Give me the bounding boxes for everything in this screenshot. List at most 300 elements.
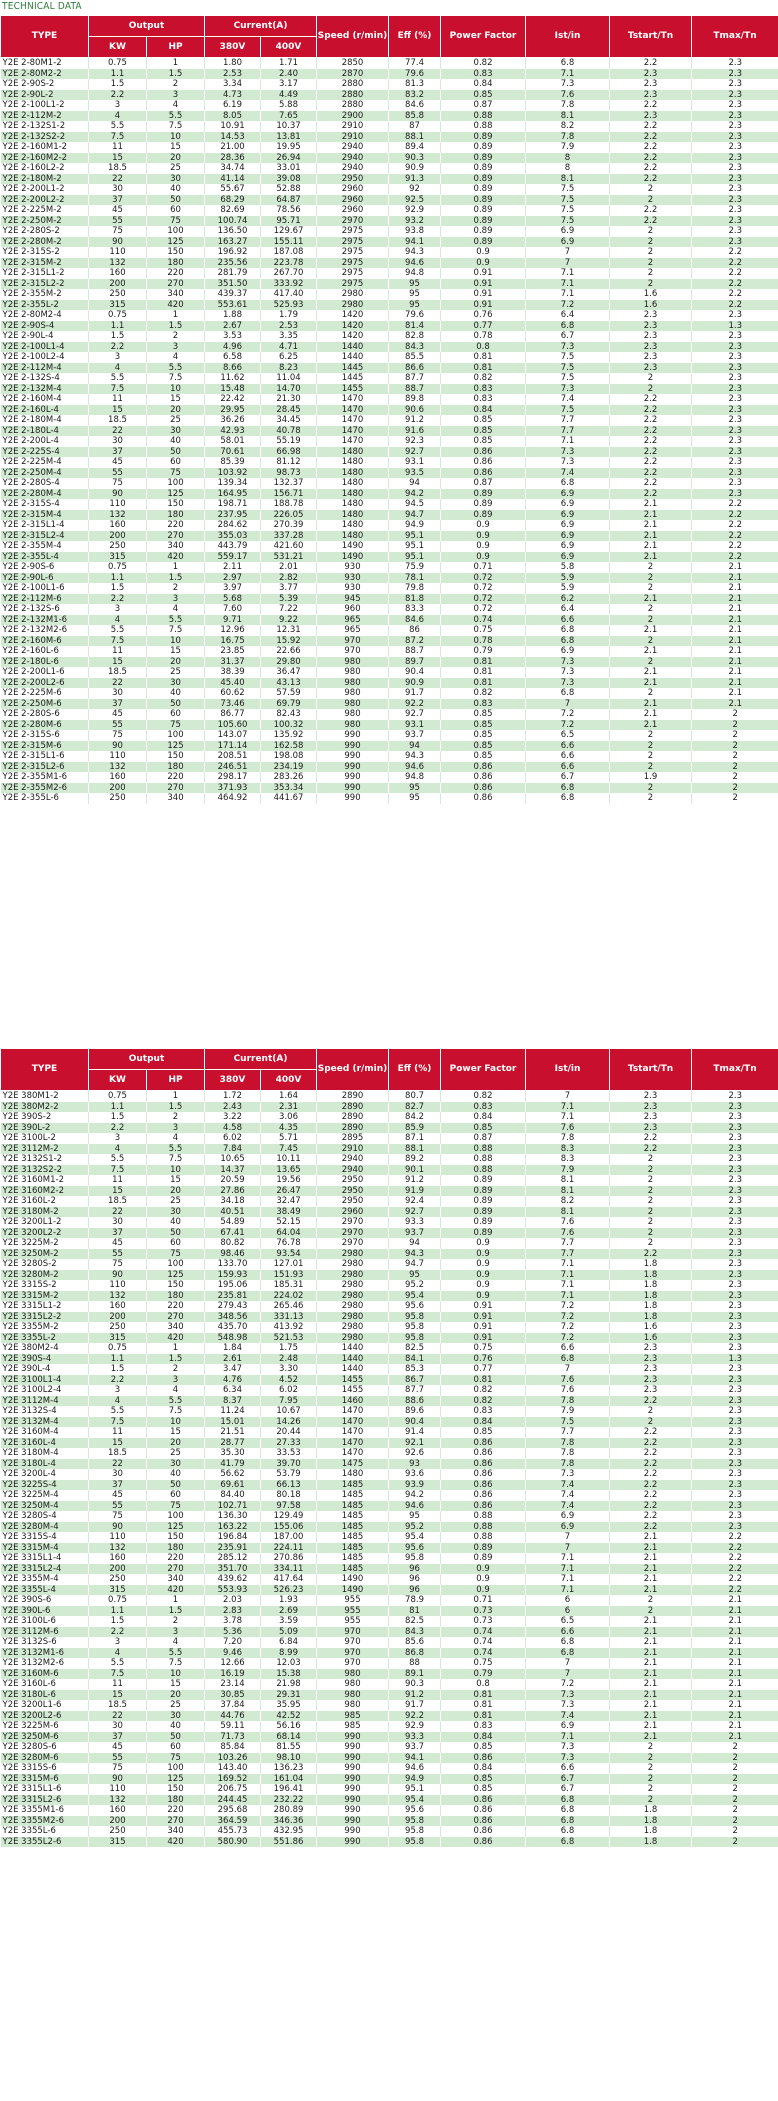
table-row [1, 447, 778, 458]
cell-kw: 37 [89, 195, 147, 206]
cell-current-380v: 28.36 [205, 153, 261, 164]
cell-type: Y2E 3160M-4 [1, 1427, 89, 1438]
cell-current-380v: 159.93 [205, 1270, 261, 1281]
cell-hp: 420 [147, 1585, 205, 1596]
cell-eff: 95.4 [389, 1532, 441, 1543]
cell-current-400v: 100.32 [261, 720, 317, 731]
cell-current-400v: 223.78 [261, 258, 317, 269]
cell-power-factor: 0.86 [441, 793, 526, 804]
table-row [1, 331, 778, 342]
cell-hp: 150 [147, 1784, 205, 1795]
cell-tmax-tn: 2.3 [692, 1238, 778, 1249]
cell-kw: 315 [89, 1333, 147, 1344]
cell-power-factor: 0.88 [441, 1522, 526, 1533]
cell-eff: 92.9 [389, 1721, 441, 1732]
cell-tstart-tn: 2.3 [610, 1123, 692, 1134]
cell-kw: 45 [89, 1238, 147, 1249]
cell-kw: 45 [89, 1742, 147, 1753]
cell-hp: 4 [147, 352, 205, 363]
cell-current-380v: 35.30 [205, 1448, 261, 1459]
table-row [1, 1301, 778, 1312]
cell-hp: 10 [147, 1417, 205, 1428]
cell-power-factor: 0.91 [441, 1312, 526, 1323]
cell-type: Y2E 3250M-4 [1, 1501, 89, 1512]
cell-current-380v: 34.74 [205, 163, 261, 174]
cell-current-380v: 235.91 [205, 1543, 261, 1554]
cell-tmax-tn: 2 [692, 1826, 778, 1837]
cell-hp: 180 [147, 1291, 205, 1302]
cell-type: Y2E 3132M-4 [1, 1417, 89, 1428]
cell-eff: 95 [389, 279, 441, 290]
table-row [1, 1543, 778, 1554]
cell-hp: 340 [147, 1574, 205, 1585]
cell-kw: 5.5 [89, 1658, 147, 1669]
cell-type: Y2E 3315L2-4 [1, 1564, 89, 1575]
cell-eff: 95 [389, 1270, 441, 1281]
cell-ist-in: 7.1 [526, 1291, 610, 1302]
cell-hp: 15 [147, 1175, 205, 1186]
cell-hp: 5.5 [147, 615, 205, 626]
cell-tstart-tn: 2 [610, 783, 692, 794]
cell-tstart-tn: 1.6 [610, 289, 692, 300]
cell-eff: 90.9 [389, 163, 441, 174]
cell-eff: 91.2 [389, 1690, 441, 1701]
cell-tstart-tn: 2 [610, 1742, 692, 1753]
cell-current-400v: 551.86 [261, 1837, 317, 1848]
cell-eff: 90.9 [389, 678, 441, 689]
cell-kw: 15 [89, 1690, 147, 1701]
cell-tmax-tn: 2.2 [692, 289, 778, 300]
cell-speed: 2880 [317, 79, 389, 90]
cell-type: Y2E 3200L1-2 [1, 1217, 89, 1228]
table-row [1, 79, 778, 90]
cell-current-380v: 40.51 [205, 1207, 261, 1218]
cell-power-factor: 0.82 [441, 58, 526, 69]
cell-kw: 1.1 [89, 1606, 147, 1617]
cell-current-380v: 45.40 [205, 678, 261, 689]
cell-kw: 30 [89, 436, 147, 447]
cell-kw: 75 [89, 226, 147, 237]
header-tstart-tn: Tstart/Tn [610, 1049, 692, 1091]
cell-hp: 15 [147, 142, 205, 153]
cell-tstart-tn: 2.3 [610, 1364, 692, 1375]
cell-hp: 3 [147, 1123, 205, 1134]
cell-current-400v: 187.00 [261, 1532, 317, 1543]
cell-tmax-tn: 2 [692, 1795, 778, 1806]
cell-ist-in: 6.8 [526, 58, 610, 69]
cell-type: Y2E 2-280M-6 [1, 720, 89, 731]
cell-eff: 95 [389, 289, 441, 300]
cell-tstart-tn: 2.2 [610, 174, 692, 185]
cell-eff: 80.7 [389, 1091, 441, 1102]
cell-tstart-tn: 2.2 [610, 1511, 692, 1522]
cell-current-400v: 13.81 [261, 132, 317, 143]
cell-tstart-tn: 2.1 [610, 1658, 692, 1669]
cell-current-400v: 22.66 [261, 646, 317, 657]
cell-speed: 980 [317, 699, 389, 710]
cell-current-380v: 143.40 [205, 1763, 261, 1774]
cell-hp: 3 [147, 594, 205, 605]
cell-speed: 980 [317, 1690, 389, 1701]
cell-tmax-tn: 2.3 [692, 226, 778, 237]
cell-current-400v: 81.55 [261, 1742, 317, 1753]
cell-tmax-tn: 2.3 [692, 100, 778, 111]
cell-kw: 55 [89, 720, 147, 731]
cell-current-400v: 10.11 [261, 1154, 317, 1165]
cell-ist-in: 7.4 [526, 468, 610, 479]
cell-eff: 93.7 [389, 730, 441, 741]
table-row [1, 1490, 778, 1501]
cell-kw: 75 [89, 1511, 147, 1522]
cell-speed: 2980 [317, 1249, 389, 1260]
cell-power-factor: 0.88 [441, 1511, 526, 1522]
cell-tstart-tn: 2 [610, 1417, 692, 1428]
cell-power-factor: 0.81 [441, 1700, 526, 1711]
cell-type: Y2E 3355M2-6 [1, 1816, 89, 1827]
cell-tstart-tn: 2.2 [610, 153, 692, 164]
cell-ist-in: 7.5 [526, 373, 610, 384]
cell-tmax-tn: 2.1 [692, 1627, 778, 1638]
cell-current-400v: 4.49 [261, 90, 317, 101]
cell-ist-in: 6.4 [526, 604, 610, 615]
cell-type: Y2E 3200L2-6 [1, 1711, 89, 1722]
cell-kw: 0.75 [89, 58, 147, 69]
cell-tstart-tn: 2 [610, 279, 692, 290]
cell-current-400v: 334.11 [261, 1564, 317, 1575]
table-row [1, 363, 778, 374]
cell-tstart-tn: 2.1 [610, 1732, 692, 1743]
cell-power-factor: 0.75 [441, 625, 526, 636]
cell-tstart-tn: 2.1 [610, 1585, 692, 1596]
cell-current-400v: 28.45 [261, 405, 317, 416]
cell-power-factor: 0.85 [441, 415, 526, 426]
cell-tmax-tn: 2.1 [692, 1637, 778, 1648]
cell-type: Y2E 2-80M2-2 [1, 69, 89, 80]
cell-eff: 95.6 [389, 1543, 441, 1554]
cell-ist-in: 6.6 [526, 741, 610, 752]
cell-current-400v: 15.38 [261, 1669, 317, 1680]
cell-eff: 93.3 [389, 1217, 441, 1228]
cell-current-400v: 531.21 [261, 552, 317, 563]
header-400v: 400V [261, 1070, 317, 1091]
cell-power-factor: 0.89 [441, 1175, 526, 1186]
cell-tmax-tn: 2.3 [692, 1333, 778, 1344]
cell-current-400v: 525.93 [261, 300, 317, 311]
cell-ist-in: 7.2 [526, 1333, 610, 1344]
cell-power-factor: 0.84 [441, 405, 526, 416]
cell-kw: 4 [89, 1144, 147, 1155]
cell-tmax-tn: 2.1 [692, 678, 778, 689]
cell-current-380v: 8.05 [205, 111, 261, 122]
header-speed: Speed (r/min) [317, 16, 389, 58]
cell-current-400v: 11.04 [261, 373, 317, 384]
cell-current-400v: 232.22 [261, 1795, 317, 1806]
cell-eff: 86 [389, 625, 441, 636]
cell-tstart-tn: 2 [610, 1207, 692, 1218]
cell-power-factor: 0.85 [441, 1774, 526, 1785]
cell-power-factor: 0.86 [441, 447, 526, 458]
cell-current-380v: 12.96 [205, 625, 261, 636]
cell-current-380v: 6.02 [205, 1133, 261, 1144]
cell-ist-in: 6 [526, 1595, 610, 1606]
cell-eff: 95.8 [389, 1553, 441, 1564]
cell-tstart-tn: 2.1 [610, 1690, 692, 1701]
cell-tstart-tn: 2.1 [610, 1627, 692, 1638]
cell-kw: 18.5 [89, 1700, 147, 1711]
cell-ist-in: 6.9 [526, 552, 610, 563]
table-row [1, 195, 778, 206]
cell-tmax-tn: 2.3 [692, 1217, 778, 1228]
cell-kw: 1.5 [89, 1364, 147, 1375]
cell-type: Y2E 3355L-2 [1, 1333, 89, 1344]
cell-power-factor: 0.84 [441, 1112, 526, 1123]
cell-speed: 970 [317, 636, 389, 647]
cell-speed: 955 [317, 1595, 389, 1606]
cell-power-factor: 0.86 [441, 1501, 526, 1512]
cell-ist-in: 6.7 [526, 331, 610, 342]
cell-hp: 4 [147, 100, 205, 111]
cell-power-factor: 0.86 [441, 1459, 526, 1470]
cell-current-380v: 6.19 [205, 100, 261, 111]
cell-ist-in: 6.6 [526, 1763, 610, 1774]
cell-tmax-tn: 2.3 [692, 478, 778, 489]
cell-hp: 2 [147, 79, 205, 90]
cell-type: Y2E 2-200L2-2 [1, 195, 89, 206]
cell-eff: 88.7 [389, 646, 441, 657]
cell-tmax-tn: 2.2 [692, 279, 778, 290]
cell-tstart-tn: 1.8 [610, 1312, 692, 1323]
header-type: TYPE [1, 1049, 89, 1091]
cell-type: Y2E 2-315L1-2 [1, 268, 89, 279]
table-row [1, 1144, 778, 1155]
cell-power-factor: 0.89 [441, 174, 526, 185]
cell-speed: 2970 [317, 216, 389, 227]
cell-type: Y2E 3355L-4 [1, 1585, 89, 1596]
cell-power-factor: 0.79 [441, 1669, 526, 1680]
cell-kw: 37 [89, 699, 147, 710]
cell-kw: 0.75 [89, 1595, 147, 1606]
cell-kw: 160 [89, 772, 147, 783]
cell-tmax-tn: 2.3 [692, 69, 778, 80]
cell-tmax-tn: 2.3 [692, 394, 778, 405]
cell-current-380v: 348.56 [205, 1312, 261, 1323]
cell-ist-in: 7.1 [526, 1585, 610, 1596]
cell-current-400v: 2.53 [261, 321, 317, 332]
cell-current-380v: 37.84 [205, 1700, 261, 1711]
cell-power-factor: 0.81 [441, 1711, 526, 1722]
cell-current-380v: 196.92 [205, 247, 261, 258]
cell-hp: 180 [147, 510, 205, 521]
cell-kw: 90 [89, 237, 147, 248]
cell-tmax-tn: 2.3 [692, 457, 778, 468]
cell-ist-in: 7.8 [526, 1438, 610, 1449]
cell-hp: 75 [147, 720, 205, 731]
cell-power-factor: 0.9 [441, 1259, 526, 1270]
cell-tmax-tn: 2.3 [692, 447, 778, 458]
cell-current-380v: 55.67 [205, 184, 261, 195]
cell-ist-in: 7.5 [526, 195, 610, 206]
table-row [1, 1627, 778, 1638]
table-row [1, 1700, 778, 1711]
cell-hp: 60 [147, 1238, 205, 1249]
table-row [1, 1165, 778, 1176]
cell-current-380v: 100.74 [205, 216, 261, 227]
cell-tstart-tn: 2.1 [610, 552, 692, 563]
cell-eff: 89.2 [389, 1154, 441, 1165]
cell-type: Y2E 390L-6 [1, 1606, 89, 1617]
table-row [1, 1763, 778, 1774]
table-row [1, 1270, 778, 1281]
cell-type: Y2E 2-132M2-6 [1, 625, 89, 636]
table-row [1, 1364, 778, 1375]
cell-power-factor: 0.91 [441, 300, 526, 311]
cell-current-380v: 163.27 [205, 237, 261, 248]
cell-hp: 1 [147, 1595, 205, 1606]
cell-current-400v: 2.40 [261, 69, 317, 80]
cell-speed: 1480 [317, 468, 389, 479]
cell-hp: 10 [147, 1165, 205, 1176]
cell-kw: 2.2 [89, 1123, 147, 1134]
cell-tmax-tn: 2 [692, 1763, 778, 1774]
cell-power-factor: 0.86 [441, 1469, 526, 1480]
cell-speed: 965 [317, 625, 389, 636]
cell-type: Y2E 390S-4 [1, 1354, 89, 1365]
cell-eff: 89.1 [389, 1669, 441, 1680]
cell-tmax-tn: 2.3 [692, 1511, 778, 1522]
cell-tstart-tn: 1.6 [610, 300, 692, 311]
table-row [1, 1480, 778, 1491]
cell-tmax-tn: 2.3 [692, 1396, 778, 1407]
cell-type: Y2E 2-160L2-2 [1, 163, 89, 174]
cell-current-400v: 331.13 [261, 1312, 317, 1323]
cell-hp: 125 [147, 237, 205, 248]
cell-kw: 110 [89, 751, 147, 762]
cell-tstart-tn: 2 [610, 636, 692, 647]
cell-ist-in: 6.8 [526, 321, 610, 332]
cell-ist-in: 8.1 [526, 111, 610, 122]
table-row [1, 1091, 778, 1102]
cell-eff: 85.9 [389, 1123, 441, 1134]
cell-current-400v: 81.12 [261, 457, 317, 468]
cell-power-factor: 0.9 [441, 1249, 526, 1260]
cell-kw: 5.5 [89, 625, 147, 636]
cell-tmax-tn: 2 [692, 793, 778, 804]
cell-current-380v: 235.56 [205, 258, 261, 269]
cell-kw: 30 [89, 1721, 147, 1732]
cell-ist-in: 7.9 [526, 1406, 610, 1417]
cell-ist-in: 7.3 [526, 1742, 610, 1753]
cell-kw: 3 [89, 1133, 147, 1144]
table-row [1, 300, 778, 311]
table-row [1, 1837, 778, 1848]
header-type: TYPE [1, 16, 89, 58]
cell-type: Y2E 380M2-2 [1, 1102, 89, 1113]
cell-current-380v: 6.58 [205, 352, 261, 363]
cell-current-400v: 10.67 [261, 1406, 317, 1417]
cell-tstart-tn: 2 [610, 1606, 692, 1617]
cell-kw: 3 [89, 100, 147, 111]
cell-speed: 970 [317, 646, 389, 657]
cell-current-400v: 29.80 [261, 657, 317, 668]
cell-tstart-tn: 2.2 [610, 163, 692, 174]
cell-current-380v: 84.40 [205, 1490, 261, 1501]
cell-ist-in: 6.8 [526, 625, 610, 636]
cell-type: Y2E 2-132S-6 [1, 604, 89, 615]
cell-eff: 95.1 [389, 541, 441, 552]
cell-type: Y2E 3132M2-6 [1, 1658, 89, 1669]
cell-speed: 2890 [317, 1091, 389, 1102]
cell-current-400v: 56.16 [261, 1721, 317, 1732]
cell-current-380v: 553.93 [205, 1585, 261, 1596]
cell-tstart-tn: 2.3 [610, 352, 692, 363]
cell-current-400v: 7.95 [261, 1396, 317, 1407]
cell-kw: 7.5 [89, 636, 147, 647]
cell-hp: 75 [147, 1501, 205, 1512]
table-body-1 [1, 58, 778, 804]
cell-current-380v: 4.76 [205, 1375, 261, 1386]
cell-tmax-tn: 2 [692, 1784, 778, 1795]
cell-tstart-tn: 2.3 [610, 1091, 692, 1102]
cell-ist-in: 6.5 [526, 1616, 610, 1627]
cell-ist-in: 7.5 [526, 363, 610, 374]
table-row [1, 1385, 778, 1396]
cell-eff: 79.6 [389, 69, 441, 80]
cell-eff: 87.2 [389, 636, 441, 647]
cell-type: Y2E 380M2-4 [1, 1343, 89, 1354]
header-current: Current(A) [205, 1049, 317, 1070]
cell-tstart-tn: 2.2 [610, 1144, 692, 1155]
cell-hp: 7.5 [147, 121, 205, 132]
cell-current-380v: 2.97 [205, 573, 261, 584]
cell-current-400v: 3.17 [261, 79, 317, 90]
cell-power-factor: 0.88 [441, 111, 526, 122]
cell-type: Y2E 2-315L1-4 [1, 520, 89, 531]
table-row [1, 1406, 778, 1417]
cell-tmax-tn: 2.2 [692, 1585, 778, 1596]
cell-ist-in: 7.8 [526, 1396, 610, 1407]
cell-speed: 945 [317, 594, 389, 605]
cell-current-380v: 143.07 [205, 730, 261, 741]
table-row [1, 1249, 778, 1260]
cell-eff: 78.9 [389, 1595, 441, 1606]
cell-current-400v: 2.69 [261, 1606, 317, 1617]
cell-kw: 45 [89, 457, 147, 468]
cell-speed: 1490 [317, 552, 389, 563]
cell-tmax-tn: 2.2 [692, 541, 778, 552]
cell-tmax-tn: 2.1 [692, 1595, 778, 1606]
cell-current-400v: 417.64 [261, 1574, 317, 1585]
table-row [1, 405, 778, 416]
cell-hp: 60 [147, 709, 205, 720]
cell-eff: 94 [389, 478, 441, 489]
cell-tstart-tn: 2 [610, 237, 692, 248]
cell-tmax-tn: 2.3 [692, 216, 778, 227]
cell-current-380v: 7.20 [205, 1637, 261, 1648]
cell-ist-in: 7.6 [526, 90, 610, 101]
cell-power-factor: 0.83 [441, 1406, 526, 1417]
cell-eff: 82.5 [389, 1343, 441, 1354]
cell-eff: 93.8 [389, 226, 441, 237]
cell-current-400v: 270.86 [261, 1553, 317, 1564]
cell-tmax-tn: 2.3 [692, 342, 778, 353]
cell-eff: 94.6 [389, 258, 441, 269]
cell-hp: 220 [147, 520, 205, 531]
cell-hp: 2 [147, 583, 205, 594]
cell-tstart-tn: 2 [610, 1175, 692, 1186]
cell-eff: 79.8 [389, 583, 441, 594]
cell-type: Y2E 2-132S2-2 [1, 132, 89, 143]
cell-hp: 15 [147, 1679, 205, 1690]
